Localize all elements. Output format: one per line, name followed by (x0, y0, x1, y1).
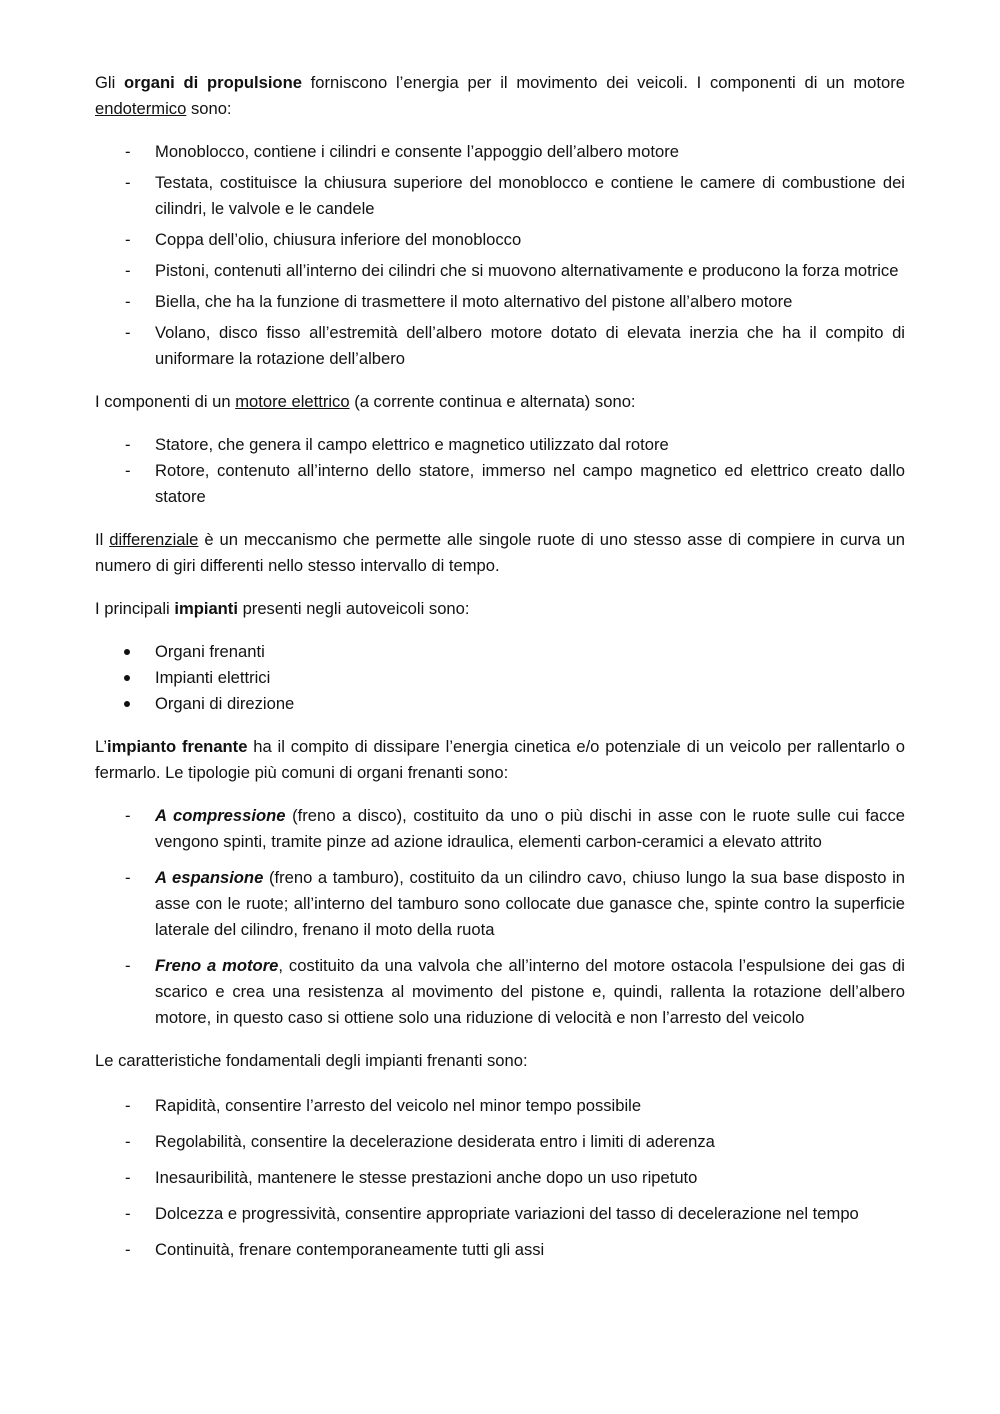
underlined-term: differenziale (109, 530, 199, 549)
list-item-text: Continuità, frenare contemporaneamente tutti gli assi (155, 1240, 545, 1259)
dash-marker: - (125, 1132, 131, 1151)
text-run: (a corrente continua e alternata) sono: (349, 392, 636, 411)
dash-marker: - (125, 1204, 131, 1223)
brake-characteristics-list (95, 1093, 905, 1263)
electric-motor-paragraph (95, 389, 905, 415)
list-item (95, 1237, 905, 1263)
list-item-text: (freno a tamburo), costituito da un cilindro cavo, chiuso lungo la sua base disposto in asse con le ruote; all’interno del tamburo sono collocate due ganasce che, spinte contro la superficie laterale del cilindro, frenano il moto della ruota (155, 868, 906, 939)
text-run: sono: (186, 99, 232, 118)
brake-type-term: Freno a motore (155, 956, 279, 975)
dash-marker: - (125, 173, 131, 192)
bullet-marker (124, 675, 130, 681)
list-item (95, 432, 905, 458)
list-item (95, 665, 905, 691)
list-item-text: Monoblocco, contiene i cilindri e consente l’appoggio dell’albero motore (155, 142, 679, 161)
list-item-text: Regolabilità, consentire la decelerazione desiderata entro i limiti di aderenza (155, 1132, 715, 1151)
dash-marker: - (125, 1240, 131, 1259)
list-item-text: Biella, che ha la funzione di trasmettere il moto alternativo del pistone all’albero motore (155, 292, 793, 311)
list-item (95, 320, 905, 372)
systems-list (95, 639, 905, 717)
brake-characteristics-paragraph: Le caratteristiche fondamentali degli impianti frenanti sono: (95, 1051, 528, 1070)
bullet-marker (124, 701, 130, 707)
brake-type-term: A espansione (155, 868, 264, 887)
list-item-text: , costituito da una valvola che all’interno del motore ostacola l’espulsione dei gas di scarico e crea una resistenza al movimento del pistone e, quindi, rallenta la rotazione dell’albero motore, in questo caso si ottiene solo una riduzione di velocità e non l’arresto del veicolo (155, 956, 905, 1027)
dash-marker: - (125, 261, 131, 280)
systems-paragraph (95, 596, 905, 622)
list-item-text: (freno a disco), costituito da uno o più dischi in asse con le ruote sulle cui facce vengono spinti, tramite pinze ad azione idraulica, elementi carbon-ceramici a elevato attrito (155, 806, 905, 851)
list-item (95, 1165, 905, 1191)
list-item-text: Rapidità, consentire l’arresto del veicolo nel minor tempo possibile (155, 1096, 642, 1115)
bold-term: organi di propulsione (124, 73, 302, 92)
dash-marker: - (125, 292, 131, 311)
dash-marker: - (125, 1168, 131, 1187)
list-item (95, 1201, 905, 1227)
list-item-text: Organi frenanti (155, 642, 265, 661)
text-run: I componenti di un (95, 392, 236, 411)
braking-system-paragraph (95, 734, 905, 786)
bold-term: impianto frenante (107, 737, 248, 756)
text-run: presenti negli autoveicoli sono: (237, 599, 470, 618)
list-item-text: Coppa dell’olio, chiusura inferiore del monoblocco (155, 230, 522, 249)
list-item-text: Testata, costituisce la chiusura superiore del monoblocco e contiene le camere di combustione dei cilindri, le valvole e le candele (155, 173, 905, 218)
list-item (95, 227, 905, 253)
list-item (95, 865, 905, 943)
differential-paragraph (95, 527, 905, 579)
list-item (95, 458, 905, 510)
list-item-text: Volano, disco fisso all’estremità dell’albero motore dotato di elevata inerzia che ha il compito di uniformare la rotazione dell’albero (155, 323, 905, 368)
list-item (95, 1093, 905, 1119)
bullet-marker (124, 649, 130, 655)
underlined-term: endotermico (95, 99, 187, 118)
list-item-text: Pistoni, contenuti all’interno dei cilindri che si muovono alternativamente e producono la forza motrice (155, 261, 899, 280)
dash-marker: - (125, 435, 131, 454)
list-item-text: Dolcezza e progressività, consentire appropriate variazioni del tasso di decelerazione nel tempo (155, 1204, 859, 1223)
list-item (95, 289, 905, 315)
brake-types-list (95, 803, 905, 1031)
dash-marker: - (125, 323, 131, 342)
underlined-term: motore elettrico (235, 392, 350, 411)
list-item-text: Impianti elettrici (155, 668, 271, 687)
list-item (95, 639, 905, 665)
text-run: I principali (95, 599, 175, 618)
list-item (95, 953, 905, 1031)
list-item (95, 803, 905, 855)
dash-marker: - (125, 1096, 131, 1115)
endothermic-components-list (95, 139, 905, 372)
list-item-text: Inesauribilità, mantenere le stesse prestazioni anche dopo un uso ripetuto (155, 1168, 698, 1187)
list-item-text: Organi di direzione (155, 694, 295, 713)
bold-term: impianti (174, 599, 238, 618)
dash-marker: - (125, 230, 131, 249)
dash-marker: - (125, 868, 131, 887)
dash-marker: - (125, 142, 131, 161)
electric-components-list (95, 432, 905, 510)
text-run: Il (95, 530, 110, 549)
text-run: L’ (95, 737, 107, 756)
dash-marker: - (125, 806, 131, 825)
list-item (95, 139, 905, 165)
dash-marker: - (125, 461, 131, 480)
list-item-text: Rotore, contenuto all’interno dello statore, immerso nel campo magnetico ed elettrico creato dallo statore (155, 461, 905, 506)
list-item (95, 170, 905, 222)
list-item (95, 691, 905, 717)
text-run: ha il compito di dissipare l’energia cinetica e/o potenziale di un veicolo per rallentarlo o fermarlo. Le tipologie più comuni di organi frenanti sono: (95, 737, 905, 782)
text-run: forniscono l’energia per il movimento dei veicoli. I componenti di un motore (301, 73, 906, 92)
text-run: è un meccanismo che permette alle singole ruote di uno stesso asse di compiere in curva un numero di giri differenti nello stesso intervallo di tempo. (95, 530, 905, 575)
dash-marker: - (125, 956, 131, 975)
list-item-text: Statore, che genera il campo elettrico e magnetico utilizzato dal rotore (155, 435, 669, 454)
brake-type-term: A compressione (155, 806, 286, 825)
document-page (95, 70, 905, 1263)
list-item (95, 258, 905, 284)
list-item (95, 1129, 905, 1155)
intro-paragraph (95, 70, 905, 122)
text-run: Gli (95, 73, 125, 92)
